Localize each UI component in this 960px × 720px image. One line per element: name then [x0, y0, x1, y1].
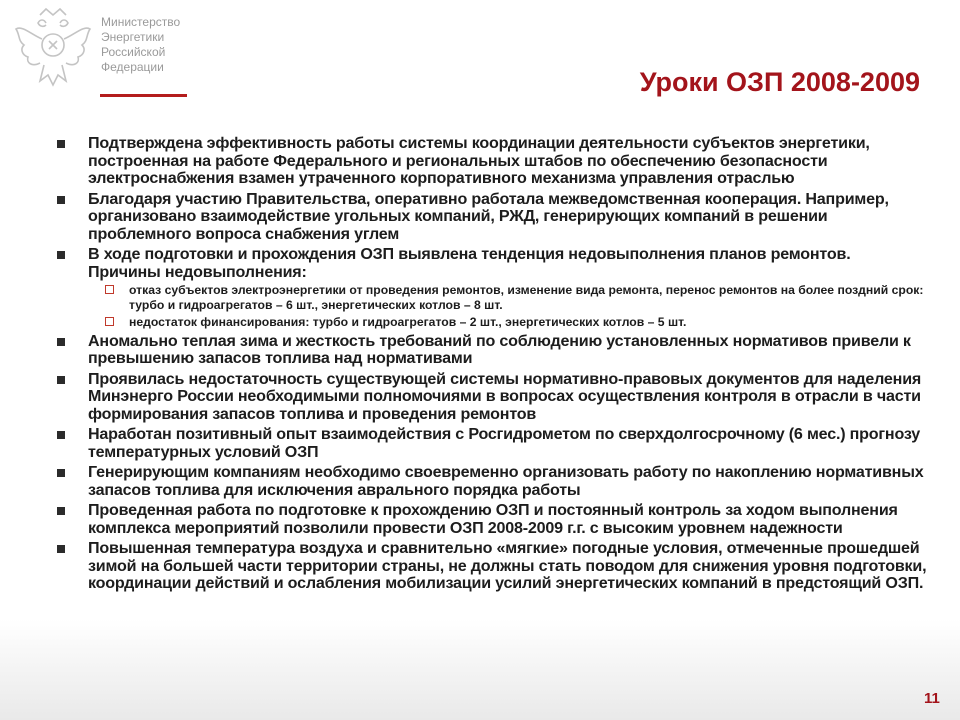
square-bullet-icon	[57, 376, 65, 384]
sub-list-item-text: отказ субъектов электроэнергетики от проведения ремонтов, изменение вида ремонта, перенос ремонтов на более поздний срок: турбо и гидроагрегатов – 6 шт., энергетических котлов – 8 шт.	[129, 283, 924, 312]
slide-title: Уроки ОЗП 2008-2009	[639, 67, 920, 97]
square-bullet-icon	[57, 251, 65, 259]
list-item-text: Генерирующим компаниям необходимо своевременно организовать работу по накоплению нормативных запасов топлива для исключения аврального порядка работы	[88, 463, 924, 499]
sub-list	[88, 283, 927, 330]
list-item-text: Аномально теплая зима и жесткость требований по соблюдению установленных нормативов привели к превышению запасов топлива над нормативами	[88, 331, 911, 367]
list-item	[57, 371, 927, 424]
hollow-square-icon	[105, 285, 114, 294]
list-item-text: Благодаря участию Правительства, оперативно работала межведомственная кооперация. Например, организовано взаимодействие угольных компаний, РЖД, генерирующих компаний в решении проблемного вопроса снабжения углем	[88, 189, 889, 243]
square-bullet-icon	[57, 196, 65, 204]
list-item	[57, 191, 927, 244]
ministry-line: Энергетики	[101, 30, 165, 44]
list-item	[57, 246, 927, 330]
list-item	[57, 540, 927, 593]
ministry-line: Российской	[101, 45, 166, 59]
list-item	[57, 502, 927, 537]
list-item	[57, 333, 927, 368]
list-item	[57, 135, 927, 188]
bullet-list	[57, 135, 927, 596]
list-item-text: В ходе подготовки и прохождения ОЗП выявлена тенденция недовыполнения планов ремонтов. Причины недовыполнения:	[88, 245, 851, 281]
square-bullet-icon	[57, 140, 65, 148]
list-item-text: Подтверждена эффективность работы системы координации деятельности субъектов энергетики, построенная на работе Федерального и региональных штабов по обеспечению безопасности электроснабжения взамен утраченного корпоративного механизма управления отраслью	[88, 134, 870, 187]
square-bullet-icon	[57, 338, 65, 346]
coat-of-arms-icon	[10, 5, 96, 91]
list-item	[57, 464, 927, 499]
ministry-line: Министерство	[101, 15, 181, 29]
ministry-line: Федерации	[101, 60, 164, 74]
list-item-text: Проявилась недостаточность существующей системы нормативно-правовых документов для наделения Минэнерго России необходимыми полномочиями в вопросах осуществления контроля в отрасли в части формирования запасов топлива и проведения ремонтов	[88, 369, 922, 423]
list-item-text: Повышенная температура воздуха и сравнительно «мягкие» погодные условия, отмеченные прошедшей зимой на большей части территории страны, не должны стать поводом для снижения уровня подготовки, координации действий и ослабления мобилизации усилий энергетических компаний в предстоящий ОЗП.	[88, 539, 927, 592]
list-item	[57, 426, 927, 461]
header-rule	[100, 94, 187, 97]
list-item-text: Наработан позитивный опыт взаимодействия с Росгидрометом по сверхдолгосрочному (6 мес.) прогнозу температурных условий ОЗП	[88, 425, 921, 461]
list-item-text: Проведенная работа по подготовке к прохождению ОЗП и постоянный контроль за ходом выполнения комплекса мероприятий позволили провести ОЗП 2008-2009 г.г. с высоким уровнем надежности	[88, 501, 898, 537]
page-number: 11	[924, 690, 940, 707]
square-bullet-icon	[57, 431, 65, 439]
sub-list-item-text: недостаток финансирования: турбо и гидроагрегатов – 2 шт., энергетических котлов – 5 шт.	[129, 315, 687, 329]
ministry-name	[101, 15, 201, 75]
square-bullet-icon	[57, 469, 65, 477]
square-bullet-icon	[57, 507, 65, 515]
sub-list-item	[88, 283, 927, 312]
square-bullet-icon	[57, 545, 65, 553]
sub-list-item	[88, 315, 927, 330]
hollow-square-icon	[105, 317, 114, 326]
